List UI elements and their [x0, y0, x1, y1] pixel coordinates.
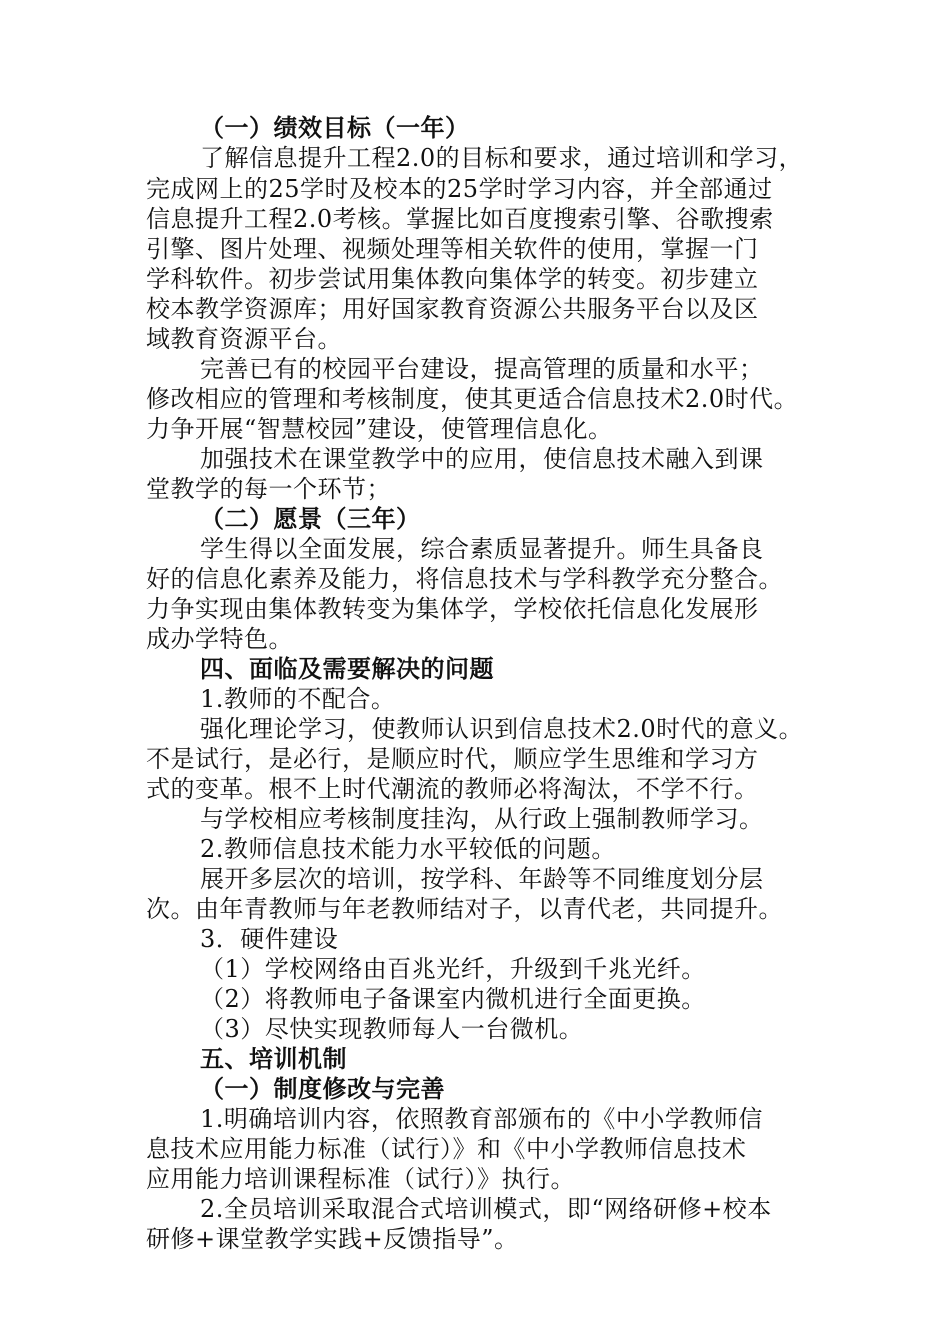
paragraph-line: 息技术应用能力标准（试行）》和《中小学教师信息技术: [146, 1135, 747, 1163]
paragraph-line: 校本教学资源库；用好国家教育资源公共服务平台以及区: [146, 295, 759, 323]
list-item: 1.教师的不配合。: [200, 685, 396, 713]
paragraph-line: 应用能力培训课程标准（试行）》执行。: [146, 1165, 575, 1193]
paragraph-line: 1.明确培训内容，依照教育部颁布的《中小学教师信: [200, 1105, 763, 1133]
paragraph-line: 强化理论学习，使教师认识到信息技术2.0时代的意义。: [200, 715, 804, 743]
paragraph-line: 2.全员培训采取混合式培训模式，即“网络研修+校本: [200, 1195, 772, 1223]
paragraph-line: 了解信息提升工程2.0的目标和要求，通过培训和学习，: [200, 144, 804, 172]
paragraph-line: 力争实现由集体教转变为集体学，学校依托信息化发展形: [146, 595, 759, 623]
paragraph-line: 式的变革。根不上时代潮流的教师必将淘汰，不学不行。: [146, 775, 759, 803]
paragraph-line: 与学校相应考核制度挂沟，从行政上强制教师学习。: [200, 805, 764, 833]
paragraph-line: 加强技术在课堂教学中的应用，使信息技术融入到课: [200, 445, 764, 473]
paragraph-line: 修改相应的管理和考核制度，使其更适合信息技术2.0时代。: [146, 385, 799, 413]
paragraph-line: 引擎、图片处理、视频处理等相关软件的使用，掌握一门: [146, 235, 759, 263]
paragraph-line: 次。由年青教师与年老教师结对子，以青代老，共同提升。: [146, 895, 783, 923]
paragraph-line: 成办学特色。: [146, 625, 293, 653]
list-item: （1）学校网络由百兆光纤，升级到千兆光纤。: [200, 955, 706, 983]
paragraph-line: 力争开展“智慧校园”建设，使管理信息化。: [146, 415, 613, 443]
heading-training-mechanism: 五、培训机制: [200, 1045, 347, 1073]
list-item: （3）尽快实现教师每人一台微机。: [200, 1015, 584, 1043]
paragraph-line: 学生得以全面发展，综合素质显著提升。师生具备良: [200, 535, 764, 563]
paragraph-line: 不是试行，是必行，是顺应时代，顺应学生思维和学习方: [146, 745, 759, 773]
heading-vision: （二）愿景（三年）: [200, 505, 421, 533]
paragraph-line: 完善已有的校园平台建设，提高管理的质量和水平；: [200, 355, 764, 383]
list-item: 3．硬件建设: [200, 925, 339, 953]
paragraph-line: 堂教学的每一个环节；: [146, 475, 391, 503]
heading-problems: 四、面临及需要解决的问题: [200, 655, 494, 683]
paragraph-line: 展开多层次的培训，按学科、年龄等不同维度划分层: [200, 865, 764, 893]
paragraph-line: 研修+课堂教学实践+反馈指导”。: [146, 1225, 519, 1253]
list-item: 2.教师信息技术能力水平较低的问题。: [200, 835, 616, 863]
paragraph-line: 学科软件。初步尝试用集体教向集体学的转变。初步建立: [146, 265, 759, 293]
heading-system-revision: （一）制度修改与完善: [200, 1075, 445, 1103]
paragraph-line: 完成网上的25学时及校本的25学时学习内容，并全部通过: [146, 175, 773, 203]
list-item: （2）将教师电子备课室内微机进行全面更换。: [200, 985, 706, 1013]
paragraph-line: 好的信息化素养及能力，将信息技术与学科教学充分整合。: [146, 565, 783, 593]
paragraph-line: 域教育资源平台。: [146, 325, 342, 353]
paragraph-line: 信息提升工程2.0考核。掌握比如百度搜索引擎、谷歌搜索: [146, 205, 774, 233]
heading-performance-goal: （一）绩效目标（一年）: [200, 114, 470, 142]
